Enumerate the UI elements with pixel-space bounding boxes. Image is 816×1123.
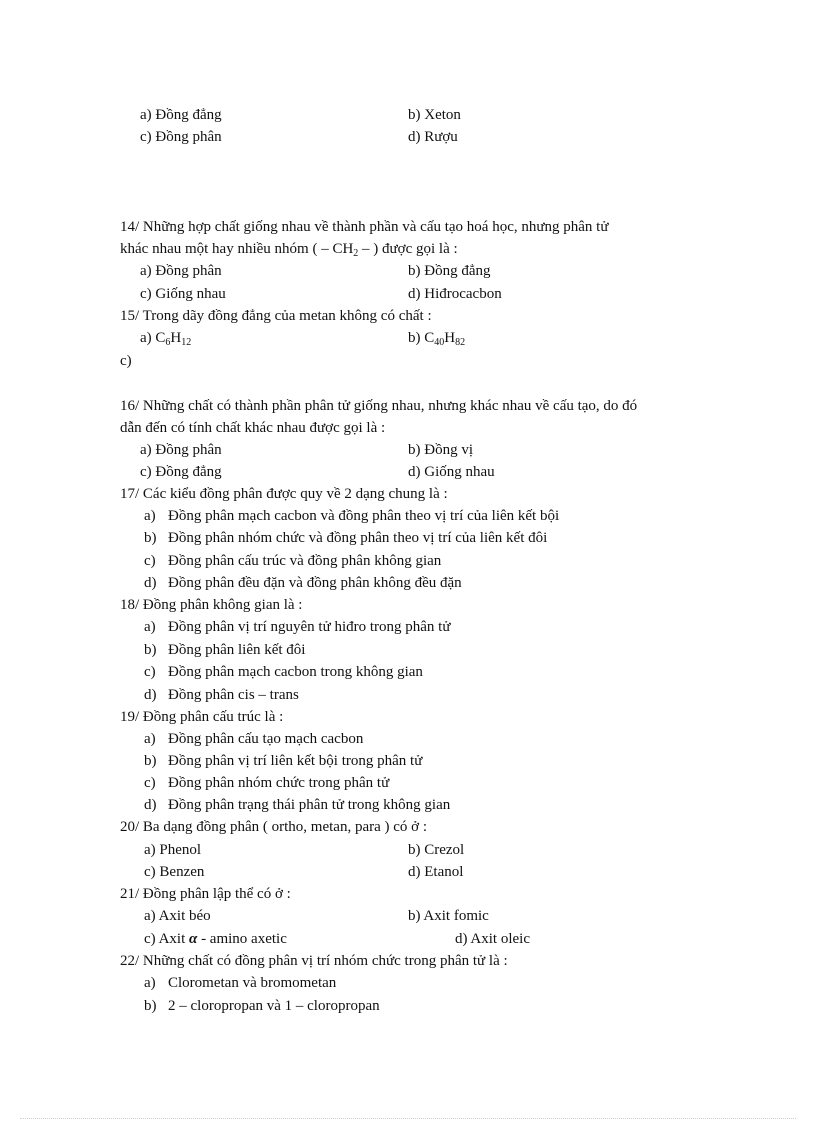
q18-option-a: a) Đồng phân vị trí nguyên tử hiđro trong phân tử: [144, 619, 451, 635]
alpha-symbol: α: [189, 931, 198, 947]
q19-option-d: d) Đồng phân trạng thái phân tử trong không gian: [144, 797, 451, 813]
q15-option-a: a) $C_6H_{12}$: [140, 330, 192, 348]
q17-question: 17/ Các kiểu đồng phân được quy về 2 dạng chung là :: [120, 486, 448, 502]
q18-option-d: d) Đồng phân cis – trans: [144, 687, 299, 703]
q21-option-d: d) Axit oleic: [455, 931, 530, 947]
q17-option-b: b) Đồng phân nhóm chức và đồng phân theo vị trí của liên kết đôi: [144, 530, 548, 546]
q13-option-a: a) Đồng đẳng: [140, 107, 222, 123]
q14-option-b: b) Đồng đẳng: [408, 263, 491, 279]
q22-option-a: a) Clorometan và bromometan: [144, 975, 337, 991]
q21-option-c: c) Axit α - amino axetic: [144, 931, 287, 947]
q20-question: 20/ Ba dạng đồng phân ( ortho, metan, para ) có ở :: [120, 819, 428, 835]
q14-question-line1: 14/ Những hợp chất giống nhau về thành phần và cấu tạo hoá học, nhưng phân tử: [120, 219, 609, 235]
q21-option-a: a) Axit béo: [144, 908, 211, 924]
q19-question: 19/ Đồng phân cấu trúc là :: [120, 709, 284, 725]
q16-option-b: b) Đồng vị: [408, 442, 473, 458]
q20-option-a: a) Phenol: [144, 842, 202, 858]
q21-option-b: b) Axit fomic: [408, 908, 489, 924]
page-bottom-divider: [20, 1118, 796, 1119]
q22-question: 22/ Những chất có đồng phân vị trí nhóm chức trong phân tử là :: [120, 953, 508, 969]
q13-option-c: c) Đồng phân: [140, 129, 222, 145]
q14-option-d: d) Hiđrocacbon: [408, 286, 502, 302]
q16-option-d: d) Giống nhau: [408, 464, 495, 480]
q17-option-c: c) Đồng phân cấu trúc và đồng phân không gian: [144, 553, 442, 569]
q22-option-b: b) 2 – cloropropan và 1 – cloropropan: [144, 998, 380, 1014]
q17-option-a: a) Đồng phân mạch cacbon và đồng phân theo vị trí của liên kết bội: [144, 508, 560, 524]
q16-question-line1: 16/ Những chất có thành phần phân tử giống nhau, nhưng khác nhau về cấu tạo, do đó: [120, 398, 638, 414]
q14-option-c: c) Giống nhau: [140, 286, 226, 302]
q21-question: 21/ Đồng phân lập thể có ở :: [120, 886, 291, 902]
q20-option-b: b) Crezol: [408, 842, 465, 858]
q13-option-d: d) Rượu: [408, 129, 458, 145]
q15-question: 15/ Trong dãy đồng đẳng của metan không có chất :: [120, 308, 432, 324]
q19-option-b: b) Đồng phân vị trí liên kết bội trong phân tử: [144, 753, 423, 769]
q17-option-d: d) Đồng phân đều đặn và đồng phân không đều đặn: [144, 575, 462, 591]
q13-option-b: b) Xeton: [408, 107, 461, 123]
q15-option-b: b) $C_{40}H_{82}$: [408, 330, 466, 348]
q15-option-c: c): [120, 353, 132, 369]
q16-option-a: a) Đồng phân: [140, 442, 222, 458]
q19-option-a: a) Đồng phân cấu tạo mạch cacbon: [144, 731, 364, 747]
q19-option-c: c) Đồng phân nhóm chức trong phân tử: [144, 775, 390, 791]
q18-option-c: c) Đồng phân mạch cacbon trong không gian: [144, 664, 423, 680]
q18-question: 18/ Đồng phân không gian là :: [120, 597, 303, 613]
q16-question-line2: dẫn đến có tính chất khác nhau được gọi là :: [120, 420, 386, 436]
q14-option-a: a) Đồng phân: [140, 263, 222, 279]
q20-option-d: d) Etanol: [408, 864, 464, 880]
q16-option-c: c) Đồng đẳng: [140, 464, 222, 480]
q20-option-c: c) Benzen: [144, 864, 205, 880]
q14-question-line2: khác nhau một hay nhiều nhóm ( – $CH_2$ – ) được gọi là :: [120, 241, 458, 259]
q18-option-b: b) Đồng phân liên kết đôi: [144, 642, 306, 658]
